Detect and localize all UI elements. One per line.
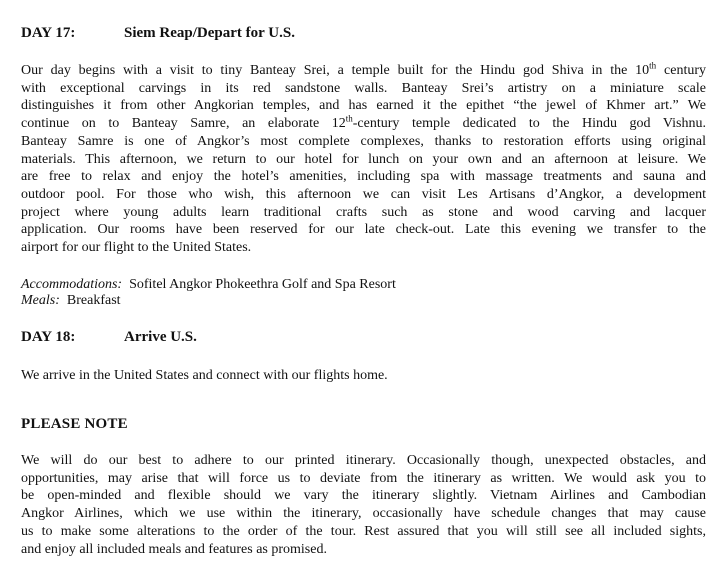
ordinal-suffix: th <box>345 113 353 124</box>
text-run: materials. This afternoon, we return to our hotel for lunch on your own and an afternoon at leisure. We <box>21 151 706 167</box>
paragraph-line <box>21 97 706 115</box>
paragraph-line <box>21 133 706 151</box>
day-17-label: DAY 17: <box>21 25 76 41</box>
please-note-heading: PLEASE NOTE <box>21 416 128 432</box>
ordinal-suffix: th <box>649 60 657 71</box>
day-18-label: DAY 18: <box>21 329 76 345</box>
paragraph-line: opportunities, may arise that will force us to deviate from the itinerary as written. We would ask you to <box>21 470 706 486</box>
please-note-paragraph <box>21 452 706 558</box>
day-17-paragraph <box>21 62 706 257</box>
meals-label: Meals: <box>21 293 60 308</box>
day-18-title: Arrive U.S. <box>124 329 197 345</box>
paragraph-line: us to make some alterations to the order of the tour. Rest assured that you will still see all included sights, <box>21 523 706 539</box>
text-run: are free to relax and enjoy the hotel’s amenities, including spa with massage treatments and sauna and <box>21 169 706 185</box>
day-18-text: We arrive in the United States and connect with our flights home. <box>21 368 388 383</box>
day-18-heading <box>21 328 197 346</box>
text-run: century <box>656 63 706 78</box>
accommodations-line <box>21 276 396 294</box>
text-run: outdoor pool. For those who wish, this afternoon we can visit Les Artisans d’Angkor, a development <box>21 186 706 202</box>
text-run: -century temple dedicated to the Hindu god Vishnu. <box>352 116 706 132</box>
accommodations-value: Sofitel Angkor Phokeethra Golf and Spa Resort <box>129 277 396 292</box>
paragraph-line: Angkor Airlines, which we use within the itinerary, occasionally have schedule changes that may cause <box>21 506 706 522</box>
paragraph-line <box>21 80 706 98</box>
paragraph-line: We will do our best to adhere to our printed itinerary. Occasionally though, unexpected obstacles, and <box>21 453 706 468</box>
day-17-heading <box>21 24 295 42</box>
paragraph-line <box>21 239 706 257</box>
text-run: distinguishes it from other Angkorian temples, and has earned it the epithet “the jewel of Khmer art.” We <box>21 98 706 114</box>
text-run: project where young adults learn traditional crafts such as stone and wood carving and lacquer <box>21 204 706 220</box>
text-run: airport for our flight to the United States. <box>21 240 252 256</box>
meals-line <box>21 292 121 310</box>
day-17-title: Siem Reap/Depart for U.S. <box>124 25 295 41</box>
text-run: Our day begins with a visit to tiny Banteay Srei, a temple built for the Hindu god Shiva in the 10 <box>21 63 650 78</box>
meals-value: Breakfast <box>66 293 121 308</box>
paragraph-line <box>21 186 706 204</box>
day-18-paragraph <box>21 367 388 385</box>
paragraph-line <box>21 115 706 133</box>
paragraph-line <box>21 204 706 222</box>
text-run: continue on to Banteay Samre, an elaborate 12 <box>21 116 346 132</box>
accommodations-label: Accommodations: <box>21 277 123 292</box>
text-run: with exceptional carvings in its red sandstone walls. Banteay Srei’s artistry on a miniature scale <box>21 80 706 96</box>
text-run: Banteay Samre is one of Angkor’s most complete complexes, thanks to restoration efforts using original <box>21 133 706 149</box>
paragraph-line <box>21 168 706 186</box>
text-run: application. Our rooms have been reserved for our late check-out. Late this evening we transfer to the <box>21 222 706 238</box>
paragraph-line <box>21 151 706 169</box>
paragraph-line: and enjoy all included meals and features as promised. <box>21 541 327 557</box>
paragraph-line: be open-minded and flexible should we vary the itinerary slightly. Vietnam Airlines and Cambodian <box>21 488 706 504</box>
paragraph-line <box>21 62 706 80</box>
paragraph-line <box>21 221 706 239</box>
